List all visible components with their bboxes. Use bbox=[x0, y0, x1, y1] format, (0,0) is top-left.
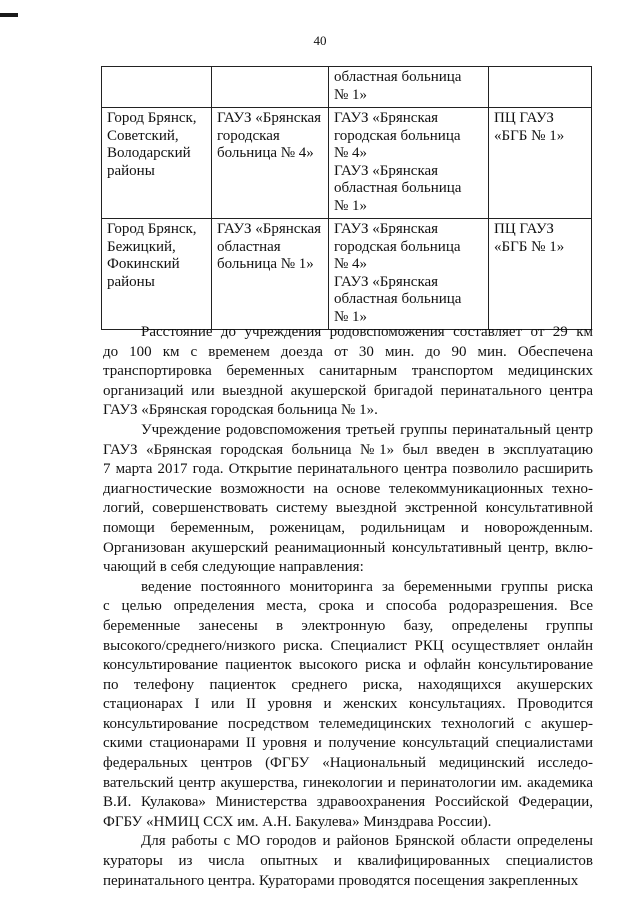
cell-line: ГАУЗ «Брянская bbox=[334, 162, 439, 179]
cell-line: ГАУЗ «Брянская bbox=[334, 273, 439, 290]
table-cell-col3 bbox=[329, 67, 489, 108]
body-text bbox=[103, 323, 593, 891]
paragraph-line: ГАУЗ «Брянская городская больница №1» был введен в эксплуатацию bbox=[103, 441, 593, 458]
cell-line: № 4» bbox=[334, 145, 368, 161]
cell-line: Фокинский bbox=[107, 256, 180, 272]
cell-line: районы bbox=[107, 162, 155, 179]
cell-line: городская больница bbox=[334, 127, 461, 144]
paragraph bbox=[103, 578, 593, 833]
cell-line: № 1» bbox=[334, 197, 368, 214]
routing-table-body bbox=[102, 67, 592, 330]
cell-line: ПЦ ГАУЗ bbox=[494, 110, 554, 126]
cell-line: ГАУЗ «Брянская bbox=[217, 221, 322, 237]
paragraph-line: помощи беременным, роженицам, родильницам и новорожденным. bbox=[103, 519, 593, 536]
paragraph-line: ГАУЗ «Брянская городская больница № 1». bbox=[103, 402, 378, 419]
paragraph-line: беременные занесены в электронную базу, определены группы bbox=[103, 617, 593, 634]
paragraph-line: кураторы из числа опытных и квалифицированных специалистов bbox=[103, 853, 593, 870]
paragraph-line: Для работы с МО городов и районов Брянской области определены bbox=[141, 833, 593, 850]
cell-line: ГАУЗ «Брянская bbox=[334, 110, 439, 126]
page-number: 40 bbox=[313, 33, 327, 48]
paragraph-line: 7 марта 2017 года. Открытие перинатального центра позволило расширить bbox=[103, 461, 593, 478]
cell-line: областная больница bbox=[334, 180, 462, 196]
paragraph-line: федеральных центров (ФГБУ «Национальный медицинский исследо- bbox=[103, 755, 593, 772]
paragraph-line: Расстояние до учреждения родовспоможения составляет от 29 км bbox=[141, 324, 593, 340]
cell-line: больница № 1» bbox=[217, 256, 314, 272]
paragraph-line: скими стационарами II уровня и получение консультаций специалистами bbox=[103, 735, 593, 752]
cell-line: Город Брянск, bbox=[107, 221, 197, 237]
paragraph-line: перинатального центра. Кураторами проводятся посещения закрепленных bbox=[103, 872, 579, 889]
paragraph bbox=[103, 421, 593, 578]
paragraph-line: с целью определения места, срока и способа родоразрешения. Все bbox=[103, 598, 593, 615]
paragraph-line: транспортировка беременных санитарным транспортом медицинских bbox=[103, 363, 593, 380]
cell-line: областная больница bbox=[334, 69, 462, 85]
paragraph-line: консультирование пациенток высокого риска и офлайн консультирование bbox=[103, 657, 593, 674]
cell-line: № 4» bbox=[334, 256, 368, 272]
paragraph-line: стационарах I или II уровня и женских консультациях. Проводится bbox=[103, 696, 593, 713]
paragraph-line: логий, совершенствовать систему выездной экстренной консультативной bbox=[103, 500, 593, 517]
table-cell-col2 bbox=[212, 219, 329, 330]
table-cell-col4 bbox=[489, 67, 592, 108]
paragraph-line: консультирование посредством телемедицинских технологий с акушер- bbox=[103, 715, 593, 732]
table-cell-col4 bbox=[489, 219, 592, 330]
scan-artifact-mark bbox=[0, 13, 18, 17]
paragraph-line: Учреждение родовспоможения третьей группы перинатальный центр bbox=[141, 421, 593, 438]
table-cell-col1 bbox=[102, 67, 212, 108]
routing-table bbox=[101, 66, 592, 330]
paragraph-line: ФГБУ «НМИЦ ССХ им. А.Н. Бакулева» Минздрава России). bbox=[103, 813, 492, 830]
cell-line: ПЦ ГАУЗ bbox=[494, 221, 554, 237]
paragraph-line: высокого/среднего/низкого риска. Специалист РКЦ осуществляет онлайн bbox=[103, 637, 593, 654]
paragraph-line: чающий в себя следующие направления: bbox=[103, 559, 364, 576]
cell-line: «БГБ № 1» bbox=[494, 238, 565, 255]
table-row bbox=[102, 108, 592, 219]
paragraph-line: вательский центр акушерства, гинекологии и перинатологии им. академика bbox=[103, 774, 593, 791]
paragraph-line: по телефону пациенток среднего риска, находящихся акушерских bbox=[103, 676, 593, 693]
cell-line: Володарский bbox=[107, 145, 191, 161]
cell-line: ГАУЗ «Брянская bbox=[334, 221, 439, 237]
cell-line: ГАУЗ «Брянская bbox=[217, 110, 322, 126]
cell-line: больница № 4» bbox=[217, 145, 314, 161]
cell-line: городская bbox=[217, 127, 280, 144]
cell-line: «БГБ № 1» bbox=[494, 127, 565, 144]
cell-line: № 1» bbox=[334, 308, 368, 325]
paragraph-line: Организован акушерский реанимационный консультативный центр, вклю- bbox=[103, 539, 593, 556]
paragraph-line: организаций или выездной акушерской бригадой перинатального центра bbox=[103, 382, 593, 399]
cell-line: Город Брянск, bbox=[107, 110, 197, 126]
paragraph bbox=[103, 832, 593, 891]
paragraph-line: диагностические возможности на основе телекоммуникационных техно- bbox=[103, 480, 593, 497]
table-cell-col1 bbox=[102, 108, 212, 219]
paragraph bbox=[103, 323, 593, 421]
table-cell-col2 bbox=[212, 67, 329, 108]
table-row bbox=[102, 67, 592, 108]
table-cell-col4 bbox=[489, 108, 592, 219]
paragraph-line: В.И. Кулакова» Министерства здравоохранения Российской Федерации, bbox=[103, 794, 593, 811]
cell-line: областная bbox=[217, 238, 281, 255]
cell-line: Бежицкий, bbox=[107, 238, 176, 255]
paragraph-line: ведение постоянного мониторинга за беременными группы риска bbox=[141, 578, 593, 595]
cell-line: № 1» bbox=[334, 86, 368, 103]
table-row bbox=[102, 219, 592, 330]
cell-line: областная больница bbox=[334, 291, 462, 307]
table-cell-col3 bbox=[329, 219, 489, 330]
cell-line: районы bbox=[107, 273, 155, 290]
cell-line: городская больница bbox=[334, 238, 461, 255]
cell-line: Советский, bbox=[107, 127, 179, 144]
table-cell-col2 bbox=[212, 108, 329, 219]
table-cell-col3 bbox=[329, 108, 489, 219]
table-cell-col1 bbox=[102, 219, 212, 330]
paragraph-line: до 100 км с временем доезда от 30 мин. до 90 мин. Обеспечена bbox=[103, 343, 593, 360]
